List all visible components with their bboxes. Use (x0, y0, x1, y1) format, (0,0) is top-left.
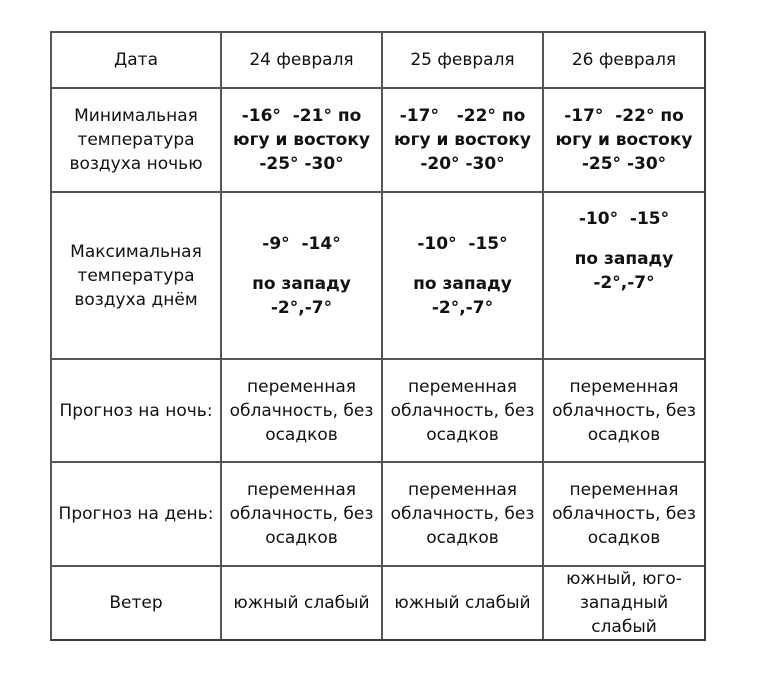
cell-line: южный слабый (394, 593, 531, 613)
row-header-day-forecast: Прогноз на день: (52, 463, 222, 567)
cell-line: югу и востоку (394, 130, 531, 150)
min-temperature-cell (544, 89, 704, 193)
row-header-min-temperature (52, 89, 222, 193)
cell-line: переменная (408, 480, 517, 500)
night-forecast-cell (544, 360, 704, 463)
cell-line: южный, юго- (566, 569, 682, 589)
spacer (224, 256, 379, 272)
cell-line: -25° -30° (581, 154, 667, 174)
cell-line: югу и востоку (233, 130, 370, 150)
cell-line: переменная (247, 376, 356, 397)
west-temperature: -2°,-7° (270, 297, 333, 318)
row-header-night-forecast: Прогноз на ночь: (52, 360, 222, 463)
night-forecast-cell (383, 360, 544, 463)
cell-line: -25° -30° (259, 154, 344, 174)
label-line: воздуха днём (74, 289, 198, 310)
cell-line: слабый (591, 617, 657, 637)
cell-line: южный слабый (233, 593, 370, 613)
table-row-max-temperature (52, 193, 704, 360)
day-forecast-cell (383, 463, 544, 567)
label-line: температура (77, 265, 195, 286)
table-row-min-temperature (52, 89, 704, 193)
max-temperature-cell (222, 193, 383, 360)
cell-line: осадков (587, 528, 661, 548)
cell-line: облачность, без (390, 504, 535, 524)
table-row-wind (52, 567, 704, 639)
label-line: Минимальная (74, 106, 198, 126)
column-header-date: 26 февраля (544, 33, 704, 89)
cell-line: облачность, без (229, 400, 374, 421)
west-label: по западу (252, 273, 351, 294)
table-row-night-forecast (52, 360, 704, 463)
label-line: воздуха ночью (69, 154, 203, 174)
night-forecast-cell (222, 360, 383, 463)
west-label: по западу (574, 249, 674, 269)
row-header-max-temperature (52, 193, 222, 360)
cell-line: осадков (426, 424, 499, 445)
label-line: температура (77, 130, 195, 150)
main-temperature: -10° -15° (578, 209, 670, 229)
label-line: Максимальная (70, 241, 202, 262)
day-forecast-cell (222, 463, 383, 567)
cell-line: западный (579, 593, 669, 613)
cell-line: переменная (247, 480, 356, 500)
cell-line: облачность, без (229, 504, 374, 524)
west-label: по западу (413, 273, 512, 294)
table-row-day-forecast (52, 463, 704, 567)
cell-line: осадков (265, 424, 338, 445)
max-temperature-cell (383, 193, 544, 360)
main-temperature: -9° -14° (262, 233, 341, 254)
cell-line: югу и востоку (555, 130, 693, 150)
cell-line: осадков (265, 528, 338, 548)
min-temperature-cell (383, 89, 544, 193)
wind-cell (544, 567, 704, 639)
cell-line: переменная (569, 480, 679, 500)
wind-cell (222, 567, 383, 639)
column-header-date: 25 февраля (383, 33, 544, 89)
cell-line: осадков (426, 528, 499, 548)
row-header-date: Дата (52, 33, 222, 89)
cell-line: осадков (587, 424, 661, 445)
main-temperature: -10° -15° (417, 233, 508, 254)
row-header-wind: Ветер (52, 567, 222, 639)
wind-cell (383, 567, 544, 639)
west-temperature: -2°,-7° (593, 273, 655, 293)
spacer (546, 231, 702, 247)
cell-line: -17° -22° по (399, 106, 526, 126)
cell-line: переменная (569, 376, 679, 397)
table-row-dates (52, 33, 704, 89)
spacer (385, 256, 540, 272)
min-temperature-cell (222, 89, 383, 193)
cell-line: -16° -21° по (241, 106, 362, 126)
cell-line: облачность, без (552, 400, 696, 421)
day-forecast-cell (544, 463, 704, 567)
west-temperature: -2°,-7° (431, 297, 494, 318)
cell-line: -17° -22° по (564, 106, 684, 126)
max-temperature-cell (544, 193, 704, 360)
cell-line: переменная (408, 376, 517, 397)
cell-line: облачность, без (390, 400, 535, 421)
cell-line: -20° -30° (420, 154, 505, 174)
column-header-date: 24 февраля (222, 33, 383, 89)
weather-forecast-table (50, 31, 706, 641)
cell-line: облачность, без (552, 504, 696, 524)
